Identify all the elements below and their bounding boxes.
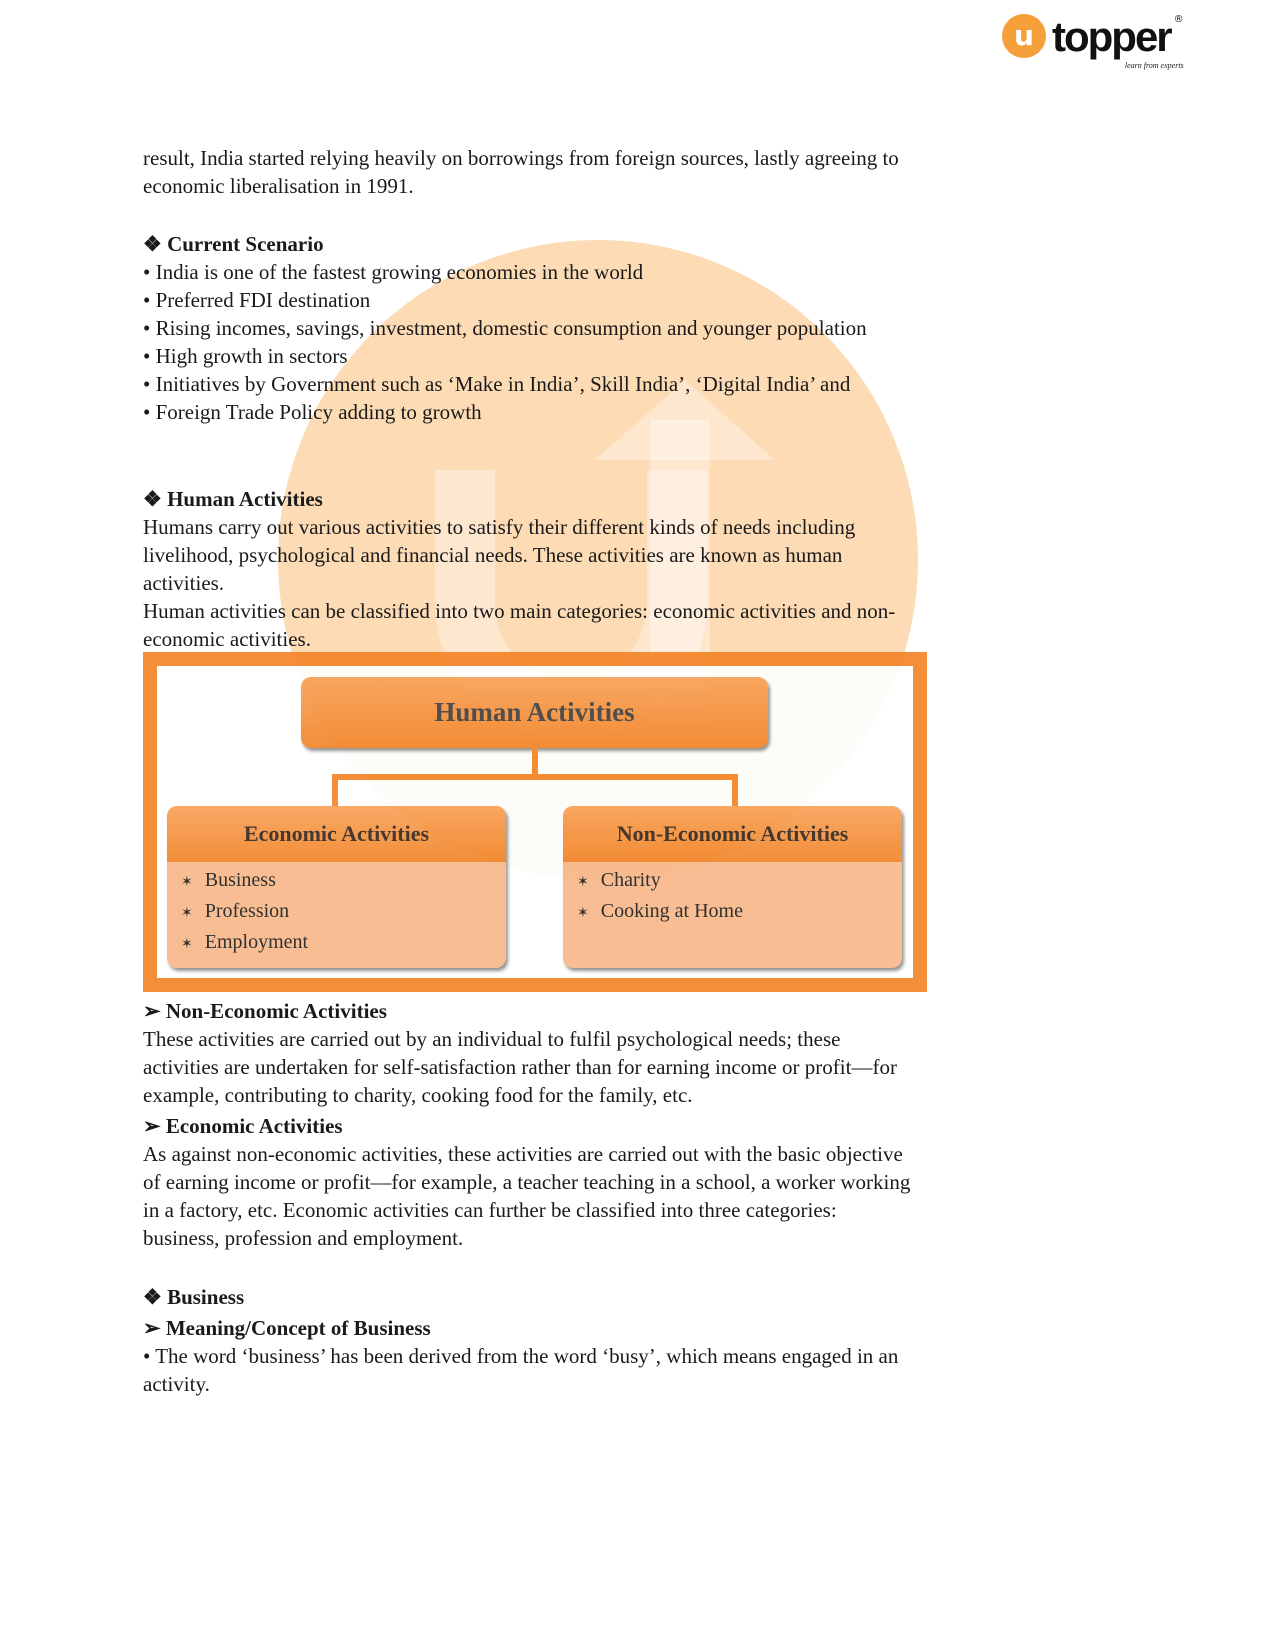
item-label: Profession [204,900,290,922]
text-line: livelihood, psychological and financial needs. These activities are known as human [143,543,843,567]
bullet-item: • Rising incomes, savings, investment, domestic consumption and younger population [143,316,867,340]
economic-list [167,862,506,959]
text-line: Humans carry out various activities to satisfy their different kinds of needs including [143,515,856,539]
human-activities-section [143,485,1073,653]
text-line: result, India started relying heavily on borrowings from foreign sources, lastly agreeing to [143,146,899,170]
text-line: • The word ‘business’ has been derived from the word ‘busy’, which means engaged in an [143,1344,899,1368]
bullet-item: • High growth in sectors [143,344,348,368]
economic-item [181,866,506,897]
item-label: Charity [600,869,661,891]
star-icon: ✶ [181,937,193,952]
text-line: activities. [143,571,225,595]
star-icon: ✶ [577,906,589,921]
non-economic-box [563,806,902,968]
text-line: of earning income or profit—for example, a teacher teaching in a school, a worker working [143,1170,911,1194]
non-economic-section [143,997,1073,1109]
topper-logo [1002,14,1184,71]
logo-mark-icon: u [1002,14,1046,58]
text-line: As against non-economic activities, these activities are carried out with the basic objective [143,1142,903,1166]
economic-box [167,806,506,968]
connector-line [332,774,338,806]
root-box: Human Activities [301,677,768,748]
text-line: activity. [143,1372,210,1396]
economic-item [181,897,506,928]
item-label: Cooking at Home [600,900,743,922]
text-line: These activities are carried out by an individual to fulfil psychological needs; these [143,1027,841,1051]
current-scenario-section [143,230,1073,426]
logo-row [1002,14,1184,60]
item-label: Business [204,869,276,891]
connector-line [732,774,738,806]
section-heading: ➢ Economic Activities [143,1114,343,1138]
text-line: economic liberalisation in 1991. [143,174,414,198]
non-economic-item [577,897,902,928]
section-heading: ❖ Human Activities [143,487,323,511]
registered-mark: ® [1173,14,1184,25]
intro-paragraph [143,144,1073,200]
text-line: Human activities can be classified into two main categories: economic activities and non- [143,599,896,623]
star-icon: ✶ [577,875,589,890]
item-label: Employment [204,931,309,953]
star-icon: ✶ [181,875,193,890]
section-heading: ❖ Business [143,1285,245,1309]
text-line: example, contributing to charity, cooking food for the family, etc. [143,1083,693,1107]
non-economic-item [577,866,902,897]
subheading: ➢ Meaning/Concept of Business [143,1316,431,1340]
connector-line [332,774,738,780]
text-line: economic activities. [143,627,311,651]
bullet-item: • Foreign Trade Policy adding to growth [143,400,482,424]
section-heading: ➢ Non-Economic Activities [143,999,387,1023]
economic-title: Economic Activities [167,806,506,862]
economic-section [143,1112,1073,1252]
bullet-item: • India is one of the fastest growing economies in the world [143,260,644,284]
text-line: in a factory, etc. Economic activities can further be classified into three categories: [143,1198,837,1222]
human-activities-diagram [143,652,927,992]
economic-item [181,928,506,959]
section-heading: ❖ Current Scenario [143,232,324,256]
non-economic-title: Non-Economic Activities [563,806,902,862]
logo-tagline: learn from experts [1124,61,1184,70]
bullet-item: • Preferred FDI destination [143,288,371,312]
business-section [143,1283,1073,1398]
non-economic-list [563,862,902,928]
logo-word: topper [1052,13,1171,60]
bullet-item: • Initiatives by Government such as ‘Make in India’, Skill India’, ‘Digital India’ and [143,372,851,396]
text-line: business, profession and employment. [143,1226,464,1250]
text-line: activities are undertaken for self-satisfaction rather than for earning income or profit—for [143,1055,897,1079]
star-icon: ✶ [181,906,193,921]
